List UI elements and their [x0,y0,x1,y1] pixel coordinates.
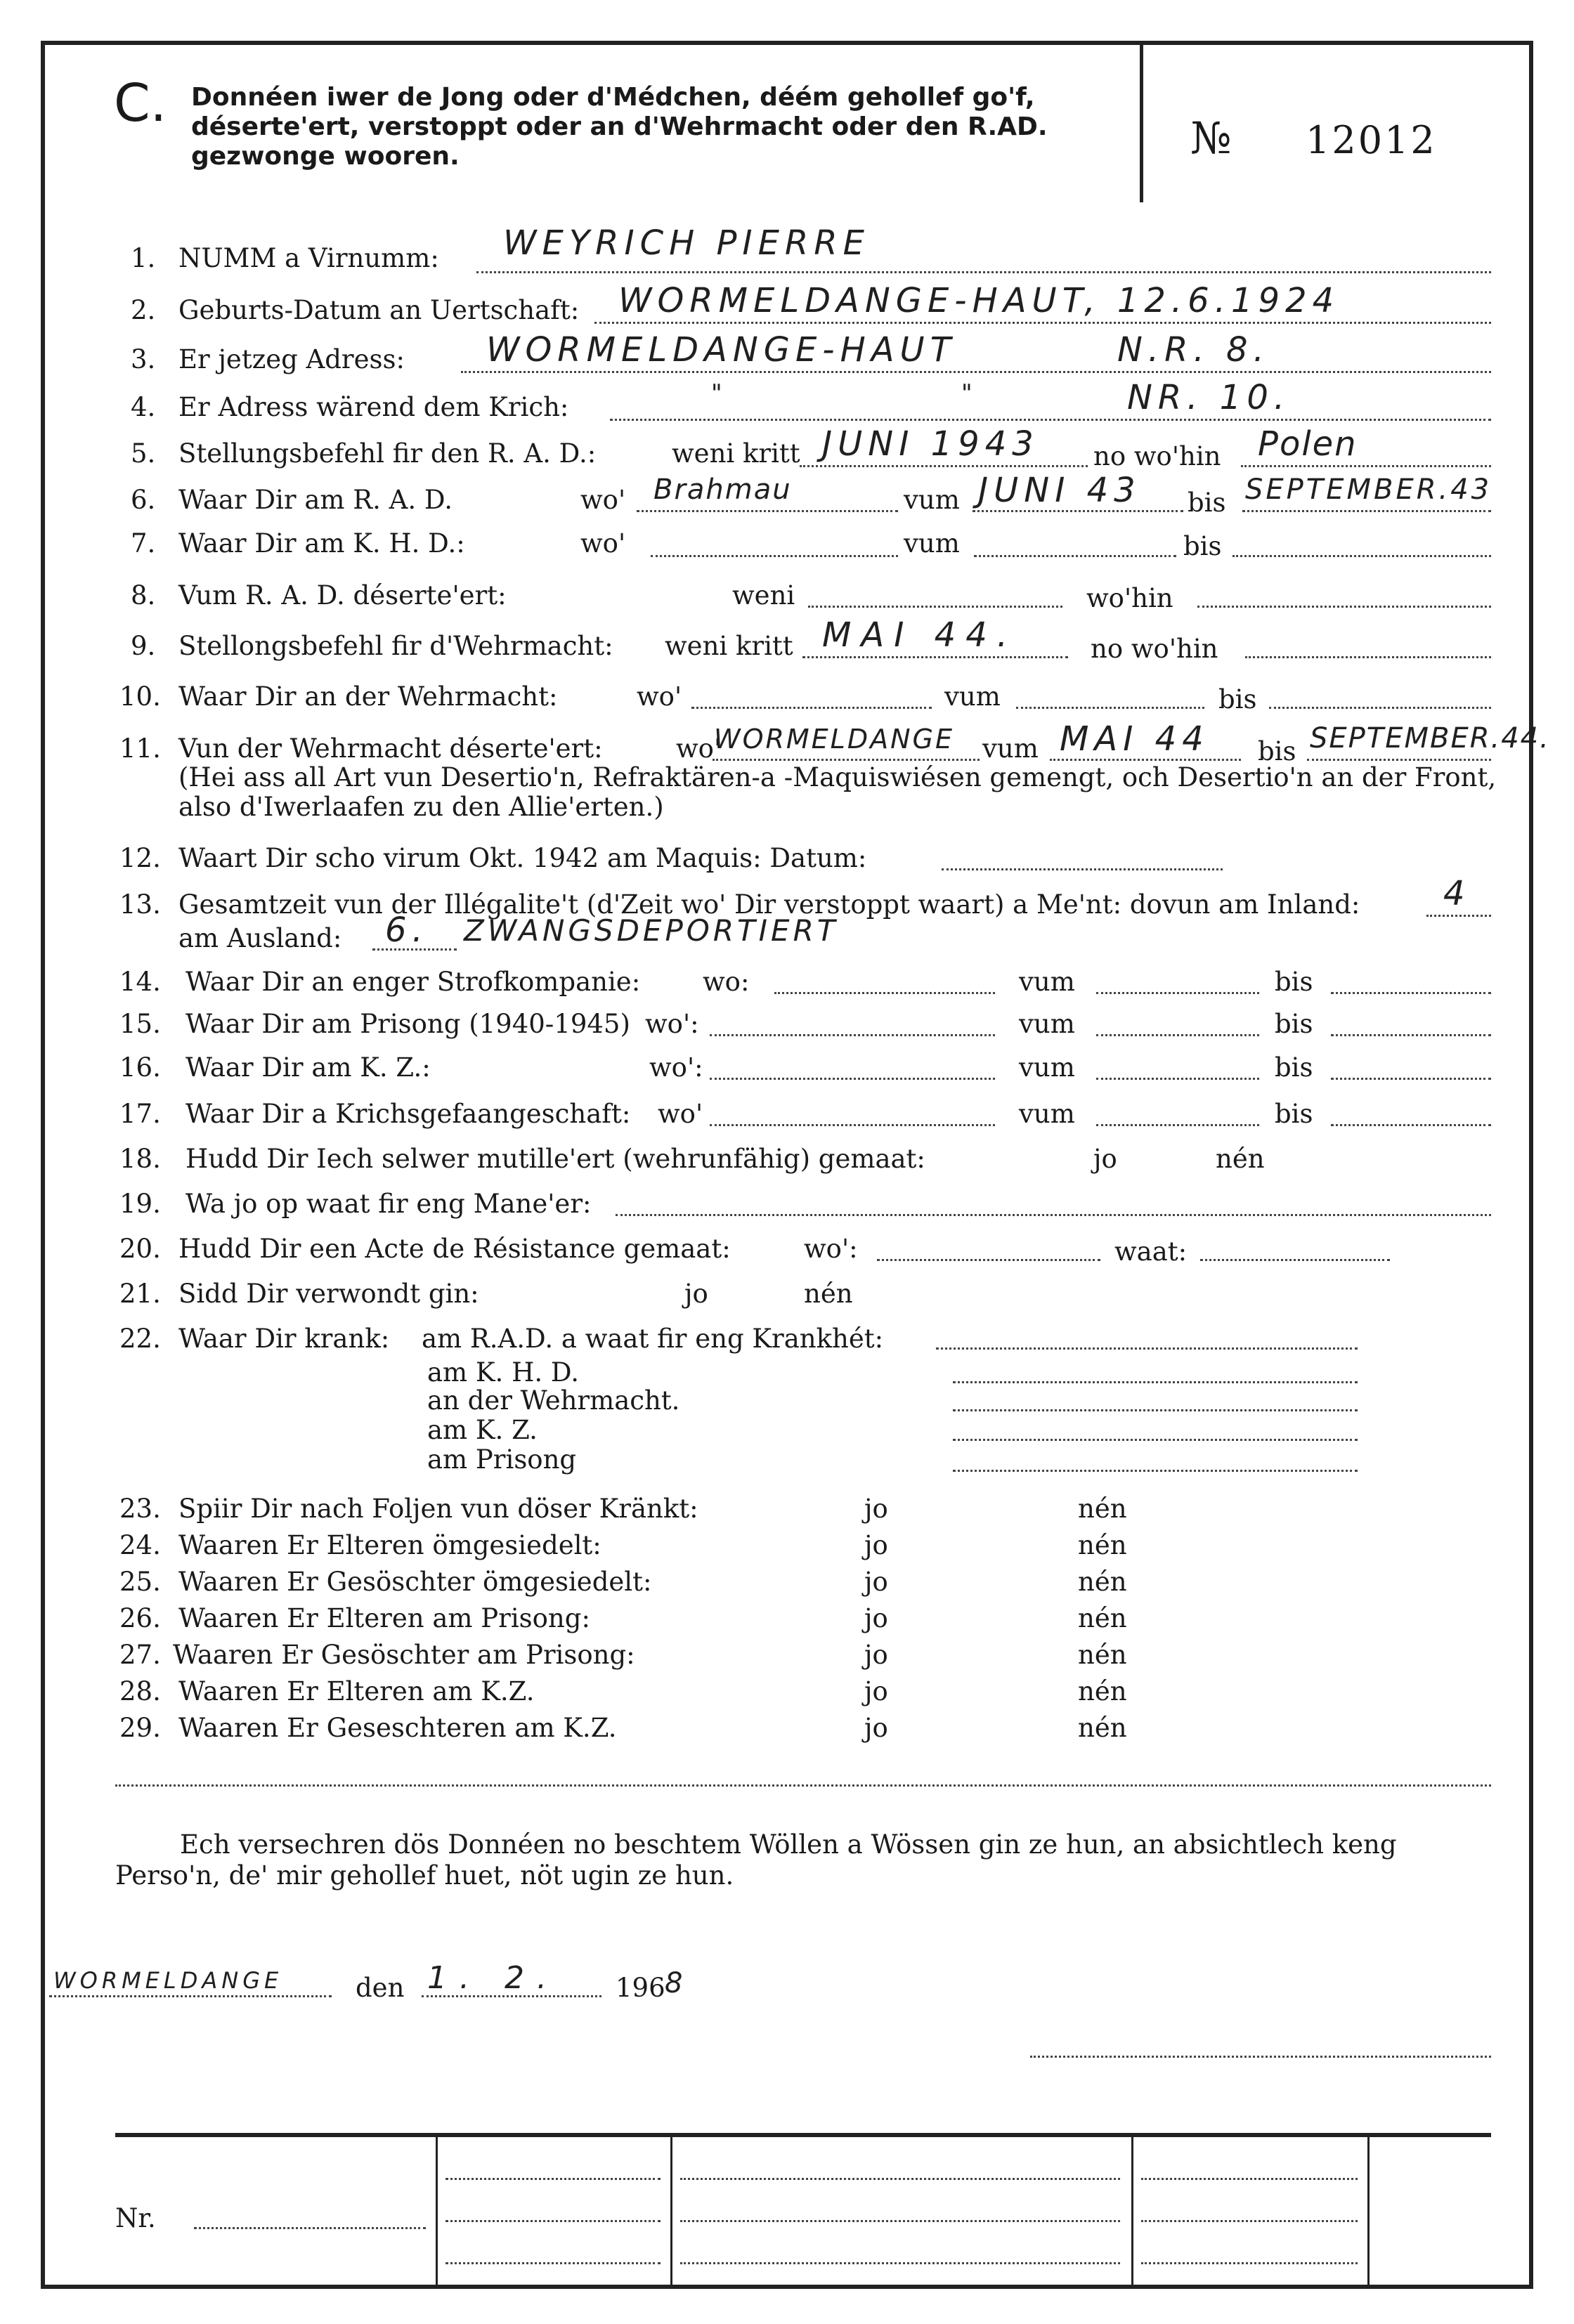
wo-label: wo': [649,1052,703,1083]
wehrmacht-desert-from: MAI 44 [1060,719,1209,759]
nen-option: nén [1078,1713,1127,1743]
rad-where-value: Brahmau [653,474,792,506]
row-num: 29. [119,1713,161,1743]
dotted-line [1096,992,1259,994]
row-num: 18. [119,1144,161,1174]
sick-wehrmacht: an der Wehrmacht. [427,1385,680,1416]
desertion-note: (Hei ass all Art vun Desertio'n, Refraktären-a -Maquiswiésen gemengt, och Desertio'n an der Front, also d'Iwerlaafen zu den Allie'erten.) [178,762,1497,822]
row-num: 8. [131,580,156,611]
bis-label: bis [1188,488,1226,518]
jo-option: jo [1093,1144,1117,1174]
signature-year-digit: 8 [665,1967,683,1999]
row-num: 25. [119,1567,161,1597]
row-num: 13. [119,889,161,920]
dotted-line [594,322,1491,324]
dotted-line [1141,2178,1358,2180]
dotted-line [1141,2262,1358,2264]
dotted-line [1245,656,1491,658]
rad-to-value: SEPTEMBER.43 [1245,474,1492,506]
wehrmacht-desert-where: WORMELDANGE [714,724,954,755]
when-label: weni kritt [672,438,800,469]
section-separator [115,1784,1491,1787]
dotted-line [637,510,898,512]
row-num: 16. [119,1052,161,1083]
where-label: no wo'hin [1091,634,1218,664]
dotted-line [953,1439,1358,1441]
weni-label: weni [732,580,795,611]
name-value: WEYRICH PIERRE [503,223,870,263]
vum-label: vum [1019,1009,1075,1039]
jo-option: jo [864,1494,888,1524]
wehrmacht-desert-label: Vun der Wehrmacht déserte'ert: [178,733,603,764]
jo-option: jo [864,1603,888,1633]
section-letter: C. [114,73,167,133]
birth-value: WORMELDANGE-HAUT, 12.6.1924 [618,281,1340,320]
war-address-value: NR. 10. [1127,378,1291,417]
dotted-line [953,1381,1358,1383]
dotted-line [1307,759,1491,761]
dotted-line [1096,1034,1259,1036]
dotted-line [1269,707,1491,709]
dotted-line [49,1995,332,1997]
row-num: 15. [119,1009,161,1039]
vum-label: vum [982,733,1039,764]
parents-kz-label: Waaren Er Elteren am K.Z. [178,1676,535,1706]
dotted-line [973,510,1183,512]
siblings-prison-label: Waaren Er Gesöschter am Prisong: [173,1640,635,1670]
wo-label: wo' [676,733,722,764]
dotted-line [1200,1259,1390,1261]
sick-khd: am K. H. D. [427,1357,579,1388]
parents-prison-label: Waaren Er Elteren am Prisong: [178,1603,590,1633]
jo-option: jo [864,1676,888,1706]
row-num: 21. [119,1279,161,1309]
signature-year-prefix: 196 [616,1973,665,2003]
row-num: 5. [131,438,156,469]
kz-label: Waar Dir am K. Z.: [186,1052,431,1083]
bis-label: bis [1275,1099,1313,1129]
bis-label: bis [1275,1052,1313,1083]
dotted-line [1096,1124,1259,1126]
dotted-line [1096,1078,1259,1080]
name-label: NUMM a Virnumm: [178,243,439,273]
jo-option: jo [684,1279,708,1309]
dotted-line [1331,1124,1491,1126]
footer-col-divider [1131,2137,1133,2289]
row-num: 22. [119,1324,161,1354]
bis-label: bis [1275,967,1313,997]
dotted-line [1050,759,1241,761]
row-num: 3. [131,344,156,374]
vum-label: vum [944,681,1001,712]
nen-option: nén [1078,1530,1127,1560]
row-num: 27. [119,1640,161,1670]
wo-label: wo' [580,485,626,515]
bis-label: bis [1275,1009,1313,1039]
row-num: 19. [119,1189,161,1219]
vum-label: vum [904,528,960,559]
dotted-line [774,992,995,994]
rad-order-when: JUNI 1943 [822,424,1039,464]
dotted-line [1331,992,1491,994]
footer-col-divider [436,2137,438,2289]
dotted-line [445,2262,661,2264]
dotted-line [194,2227,426,2229]
address-number: N.R. 8. [1117,330,1270,370]
mutilation-label: Hudd Dir Iech selwer mutille'ert (wehrunfähig) gemaat: [186,1144,925,1174]
dotted-line [974,555,1176,557]
nen-option: nén [804,1279,853,1309]
row-num: 20. [119,1234,161,1264]
illegality-label: Gesamtzeit vun der Illégalite't (d'Zeit wo' Dir verstoppt waart) a Me'nt: dovun am Inland: [178,889,1360,920]
resistance-label: Hudd Dir een Acte de Résistance gemaat: [178,1234,731,1264]
sick-label: Waar Dir krank: [178,1324,390,1354]
nen-option: nén [1078,1567,1127,1597]
wo-label: wo' [580,528,626,559]
dotted-line [710,1034,995,1036]
dotted-line [445,2220,661,2222]
dotted-line [953,1409,1358,1411]
rad-from-value: JUNI 43 [978,471,1141,510]
row-num: 24. [119,1530,161,1560]
dotted-line [1242,510,1491,512]
dotted-line [800,465,1088,467]
dotted-line [680,2178,1120,2180]
strafkompanie-label: Waar Dir an enger Strofkompanie: [186,967,641,997]
row-num: 4. [131,392,156,422]
siblings-resettled-label: Waaren Er Gesöschter ömgesiedelt: [178,1567,652,1597]
dotted-line [802,656,1068,658]
wounded-label: Sidd Dir verwondt gin: [178,1279,479,1309]
ditto-mark: " [711,379,722,407]
nen-option: nén [1216,1144,1265,1174]
address-value: WORMELDANGE-HAUT [486,330,957,370]
bis-label: bis [1183,531,1222,561]
rad-desert-label: Vum R. A. D. déserte'ert: [178,580,507,611]
captivity-label: Waar Dir a Krichsgefaangeschaft: [186,1099,631,1129]
nen-option: nén [1078,1640,1127,1670]
siblings-kz-label: Waaren Er Geseschteren am K.Z. [178,1713,617,1743]
wehrmacht-order-when: MAI 44. [822,615,1017,655]
bis-label: bis [1258,736,1296,766]
row-num: 6. [131,485,156,515]
declaration: Ech versechren dös Donnéen no beschtem Wöllen a Wössen gin ze hun, an absichtlech keng Perso'n, de' mir gehollef huet, nöt ugin ze hun. [115,1829,1397,1891]
dotted-line [710,1124,995,1126]
dotted-line [1241,465,1491,467]
dotted-line [710,1078,995,1080]
dotted-line [445,2178,661,2180]
footer-nr-label: Nr. [115,2203,156,2233]
dotted-line [1331,1034,1491,1036]
dotted-line [1426,915,1491,917]
row-num: 26. [119,1603,161,1633]
dotted-line [691,707,932,709]
form-number: 12012 [1306,118,1437,162]
consequences-label: Spiir Dir nach Foljen vun döser Kränkt: [178,1494,698,1524]
rad-label: Waar Dir am R. A. D. [178,485,453,515]
row-num: 17. [119,1099,161,1129]
jo-option: jo [864,1640,888,1670]
dotted-line [680,2262,1120,2264]
row-num: 28. [119,1676,161,1706]
dotted-line [610,419,1491,421]
jo-option: jo [864,1567,888,1597]
row-num: 1. [131,243,156,273]
footer-col-divider [1367,2137,1370,2289]
dotted-line [713,759,980,761]
dotted-line [1232,555,1491,557]
vum-label: vum [1019,967,1075,997]
wohin-label: wo'hin [1086,583,1173,613]
sick-prison: am Prisong [427,1444,577,1475]
where-label: no wo'hin [1093,441,1221,471]
dotted-line [651,555,898,557]
dotted-line [942,868,1223,870]
birth-label: Geburts-Datum an Uertschaft: [178,295,580,325]
dotted-line [808,606,1062,608]
ausland-value: 6. [385,910,429,950]
ausland-label: am Ausland: [178,923,342,953]
dotted-line [1331,1078,1491,1080]
war-address-label: Er Adress wärend dem Krich: [178,392,569,422]
parents-resettled-label: Waaren Er Elteren ömgesiedelt: [178,1530,601,1560]
vum-label: vum [1019,1099,1075,1129]
rad-order-where: Polen [1258,424,1358,464]
wo-label: wo': [804,1234,858,1264]
dotted-line [936,1347,1358,1350]
dotted-line [1016,707,1204,709]
row-num: 23. [119,1494,161,1524]
manner-label: Wa jo op waat fir eng Mane'er: [186,1189,592,1219]
waat-label: waat: [1114,1236,1188,1267]
signature-place: WORMELDANGE [53,1967,283,1994]
prison-label: Waar Dir am Prisong (1940-1945) [186,1009,630,1039]
wo-label: wo: [703,967,750,997]
address-label: Er jetzeg Adress: [178,344,405,374]
header-divider [1140,45,1143,202]
dotted-line [461,371,1491,373]
khd-label: Waar Dir am K. H. D.: [178,528,465,559]
den-label: den [356,1973,405,2003]
nen-option: nén [1078,1676,1127,1706]
row-num: 11. [119,733,161,764]
signature-line [1030,2056,1491,2058]
maquis-label: Waart Dir scho virum Okt. 1942 am Maquis: Datum: [178,843,867,873]
dotted-line [1141,2220,1358,2222]
wehrmacht-desert-to: SEPTEMBER.44. [1310,722,1550,755]
row-num: 10. [119,681,161,712]
row-num: 14. [119,967,161,997]
row-num: 2. [131,295,156,325]
inland-value: 4 [1443,874,1471,913]
dotted-line [616,1214,1491,1216]
jo-option: jo [864,1530,888,1560]
row-num: 7. [131,528,156,559]
nen-option: nén [1078,1603,1127,1633]
sick-kz: am K. Z. [427,1415,538,1445]
wehrmacht-label: Waar Dir an der Wehrmacht: [178,681,558,712]
footer-col-divider [670,2137,672,2289]
header-title: Donnéen iwer de Jong oder d'Médchen, déém gehollef go'f, déserte'ert, verstoppt oder an d'Wehrmacht oder den R.AD. gezwonge wooren. [191,83,1048,171]
wehrmacht-order-label: Stellongsbefehl fir d'Wehrmacht: [178,631,613,661]
ditto-mark: " [961,379,973,407]
wo-label: wo' [658,1099,703,1129]
bis-label: bis [1218,684,1257,714]
footer-top-rule [115,2133,1491,2137]
wo-label: wo': [645,1009,699,1039]
dotted-line [1197,606,1491,608]
dotted-line [476,271,1491,273]
nen-option: nén [1078,1494,1127,1524]
row-num: 9. [131,631,156,661]
wo-label: wo' [637,681,682,712]
dotted-line [680,2220,1120,2222]
row-num: 12. [119,843,161,873]
rad-order-label: Stellungsbefehl fir den R. A. D.: [178,438,597,469]
ausland-note: ZWANGSDEPORTIERT [464,913,839,948]
when-label: weni kritt [665,631,793,661]
jo-option: jo [864,1713,888,1743]
dotted-line [953,1470,1358,1472]
sick-rad: am R.A.D. a waat fir eng Krankhét: [422,1324,884,1354]
dotted-line [877,1259,1100,1261]
signature-date: 1. 2. [427,1960,559,1996]
number-sign: № [1190,112,1232,164]
vum-label: vum [904,485,960,515]
vum-label: vum [1019,1052,1075,1083]
